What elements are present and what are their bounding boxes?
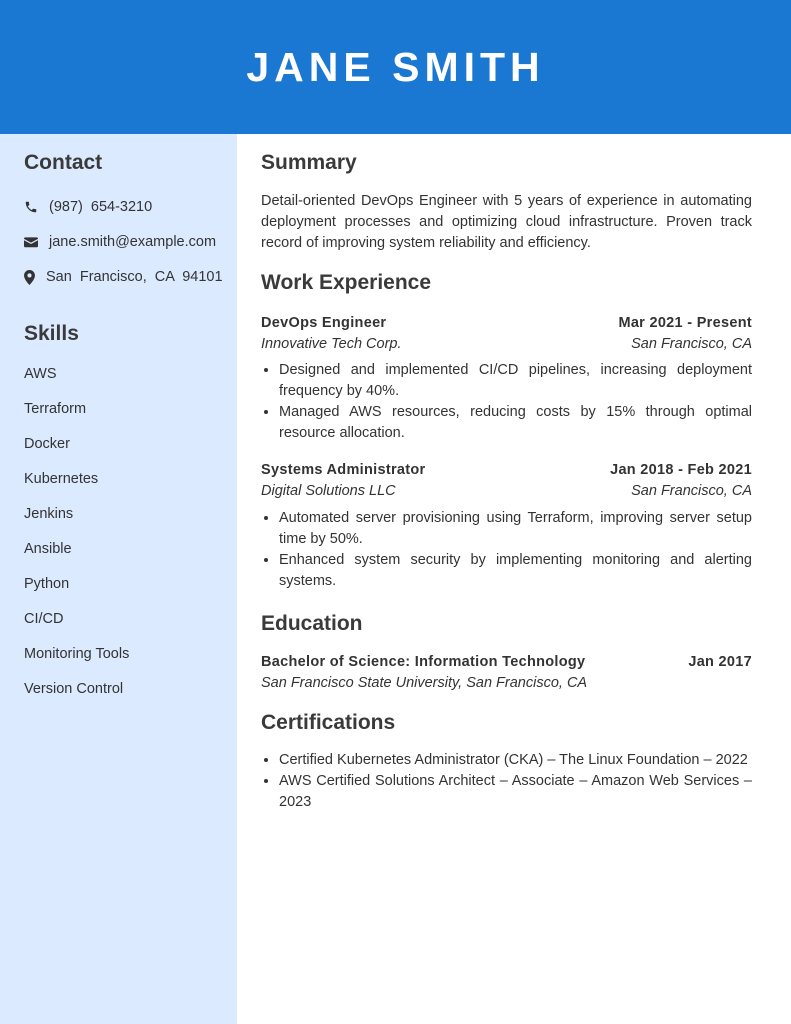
education-school-row — [261, 675, 752, 691]
job-location: San Francisco, CA — [631, 483, 752, 499]
skill-item: Python — [24, 576, 70, 592]
job-bullet: • Designed and implemented CI/CD pipelines, increasing deployment frequency by 40%. — [279, 360, 752, 402]
job-company-row — [261, 336, 752, 352]
certification-list — [261, 750, 752, 813]
contact-heading: Contact — [24, 151, 103, 174]
job-location: San Francisco, CA — [631, 336, 752, 352]
job-dates: Jan 2018 - Feb 2021 — [610, 462, 752, 478]
email-address: jane.smith@example.com — [49, 234, 217, 250]
certification-item: • AWS Certified Solutions Architect – Associate – Amazon Web Services – 2023 — [279, 771, 752, 813]
job-bullets — [261, 360, 752, 444]
map-pin-icon — [24, 270, 46, 285]
skills-heading: Skills — [24, 322, 79, 345]
contact-location — [24, 269, 223, 285]
job-bullet: • Enhanced system security by implementing monitoring and alerting systems. — [279, 550, 752, 592]
sidebar — [0, 134, 237, 1024]
company-name: Digital Solutions LLC — [261, 483, 396, 499]
phone-number: (987) 654-3210 — [49, 199, 153, 215]
work-experience-heading: Work Experience — [261, 271, 432, 294]
education-heading: Education — [261, 612, 363, 635]
job-header — [261, 315, 752, 331]
skill-item: CI/CD — [24, 611, 64, 627]
job-title: Systems Administrator — [261, 462, 426, 478]
degree-date: Jan 2017 — [688, 654, 752, 670]
job-company-row — [261, 483, 752, 499]
job-bullet: • Managed AWS resources, reducing costs by 15% through optimal resource allocation. — [279, 402, 752, 444]
skill-item: Kubernetes — [24, 471, 99, 487]
job-bullet: • Automated server provisioning using Terraform, improving server setup time by 50%. — [279, 508, 752, 550]
skill-item: Jenkins — [24, 506, 74, 522]
location-text: San Francisco, CA 94101 — [46, 269, 223, 285]
skill-item: Monitoring Tools — [24, 646, 130, 662]
certification-item: • Certified Kubernetes Administrator (CKA) – The Linux Foundation – 2022 — [279, 750, 752, 771]
phone-icon — [24, 200, 49, 214]
candidate-name: JANE SMITH — [246, 43, 545, 90]
summary-text: Detail-oriented DevOps Engineer with 5 years of experience in automating deployment processes and optimizing cloud infrastructure. Proven track record of improving system reliability and efficiency. — [261, 193, 752, 251]
company-name: Innovative Tech Corp. — [261, 336, 402, 352]
skill-item: Version Control — [24, 681, 124, 697]
skill-item: Ansible — [24, 541, 72, 557]
job-bullets — [261, 508, 752, 592]
school-name: San Francisco State University, San Francisco, CA — [261, 675, 588, 691]
summary-heading: Summary — [261, 151, 357, 174]
certifications-heading: Certifications — [261, 711, 396, 734]
contact-phone — [24, 199, 152, 215]
contact-email — [24, 234, 216, 250]
skill-item: Docker — [24, 436, 70, 452]
envelope-icon — [24, 236, 49, 248]
education-header — [261, 654, 752, 670]
job-dates: Mar 2021 - Present — [618, 315, 752, 331]
degree: Bachelor of Science: Information Technology — [261, 654, 586, 670]
job-header — [261, 462, 752, 478]
skill-item: AWS — [24, 366, 57, 382]
job-title: DevOps Engineer — [261, 315, 387, 331]
skill-item: Terraform — [24, 401, 87, 417]
resume-header — [0, 0, 791, 134]
